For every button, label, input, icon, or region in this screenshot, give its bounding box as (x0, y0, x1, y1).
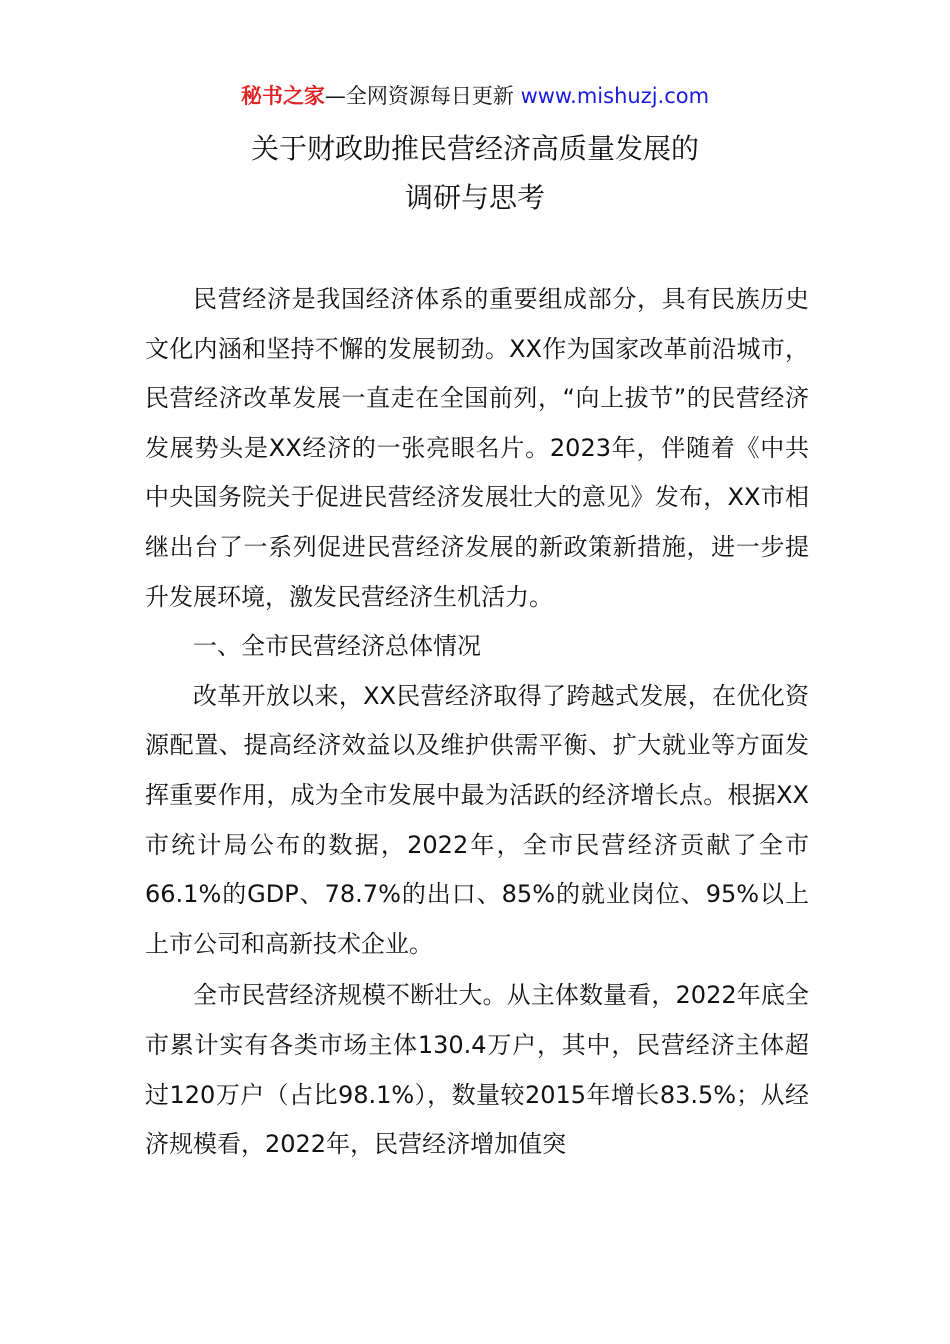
site-banner (0, 80, 950, 112)
paragraph-intro: 民营经济是我国经济体系的重要组成部分，具有民族历史文化内涵和坚持不懈的发展韧劲。XX作为国家改革前沿城市，民营经济改革发展一直走在全国前列，“向上拔节”的民营经济发展势头是XX经济的一张亮眼名片。2023年，伴随着《中共中央国务院关于促进民营经济发展壮大的意见》发布，XX市相继出台了一系列促进民营经济发展的新政策新措施，进一步提升发展环境，激发民营经济生机活力。 (145, 285, 809, 611)
document-body (145, 275, 809, 1170)
document-title-line-1: 关于财政助推民营经济高质量发展的 (250, 132, 699, 165)
site-url-link[interactable]: www.mishuzj.com (520, 84, 710, 108)
site-tagline: —全网资源每日更新 (324, 84, 521, 108)
paragraph-overview: 改革开放以来，XX民营经济取得了跨越式发展，在优化资源配置、提高经济效益以及维护供需平衡、扩大就业等方面发挥重要作用，成为全市发展中最为活跃的经济增长点。根据XX市统计局公布的数据，2022年，全市民营经济贡献了全市66.1%的GDP、78.7%的出口、85%的就业岗位、95%以上上市公司和高新技术企业。 (145, 681, 809, 958)
section-heading-1: 一、全市民营经济总体情况 (193, 632, 481, 661)
document-title-line-2: 调研与思考 (404, 181, 545, 214)
site-brand: 秘书之家 (240, 84, 325, 108)
paragraph-scale: 全市民营经济规模不断壮大。从主体数量看，2022年底全市累计实有各类市场主体130.4万户，其中，民营经济主体超过120万户（占比98.1%），数量较2015年增长83.5%；从经济规模看，2022年，民营经济增加值突 (145, 981, 809, 1159)
